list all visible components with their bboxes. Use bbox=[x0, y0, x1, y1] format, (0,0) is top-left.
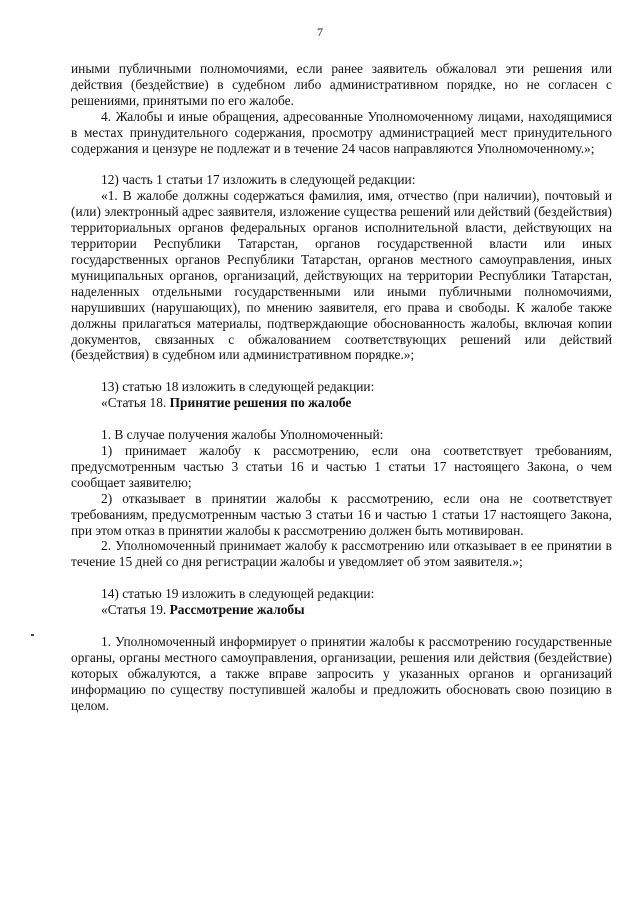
paragraph-gap bbox=[71, 618, 612, 634]
article-heading-title: Рассмотрение жалобы bbox=[169, 602, 305, 618]
document-body bbox=[71, 61, 612, 714]
page-number: 7 bbox=[317, 25, 323, 39]
paragraph: 4. Жалобы и иные обращения, адресованные Уполномоченному лицами, находящимися в местах принудительного содержания, просмотру администрацией мест принудительного содержания и цензуре не подлежат и в течение 24 часов направляются Уполномоченному.»; bbox=[71, 108, 612, 156]
article-heading bbox=[71, 602, 612, 618]
paragraph: 2) отказывает в принятии жалобы к рассмотрению, если она не соответствует требованиям, предусмотренным частью 3 статьи 16 и частью 1 статьи 17 настоящего Закона, при этом отказ в принятии жалобы к рассмотрению должен быть мотивирован. bbox=[71, 490, 612, 538]
article-heading bbox=[71, 395, 612, 411]
paragraph: 1. В случае получения жалобы Уполномоченный: bbox=[101, 427, 384, 443]
article-heading-title: Принятие решения по жалобе bbox=[169, 395, 352, 411]
article-heading-prefix: «Статья 18. bbox=[101, 395, 170, 411]
paragraph-gap bbox=[71, 411, 612, 427]
paragraph: 14) статью 19 изложить в следующей редакции: bbox=[101, 586, 375, 602]
paragraph: 1. Уполномоченный информирует о принятии жалобы к рассмотрению государственные органы, органы местного самоуправления, организации, решения или действия (бездействие) которых обжалуются, а также вправе запросить у указанных органов и организаций информацию по существу поступившей жалобы и предложить обосновать свою позицию в целом. bbox=[71, 634, 612, 713]
margin-mark bbox=[31, 634, 34, 636]
paragraph: 2. Уполномоченный принимает жалобу к рассмотрению или отказывает в ее принятии в течение 15 дней со дня регистрации жалобы и уведомляет об этом заявителя.»; bbox=[71, 538, 612, 570]
paragraph: «1. В жалобе должны содержаться фамилия, имя, отчество (при наличии), почтовый и (или) электронный адрес заявителя, изложение существа решений или действий (бездействия) территориальных органов федеральных органов исполнительной власти, действующих на территории Республики Татарстан, органов государственной власти или иных государственных органов Республики Татарстан, органов местного самоуправления, иных муниципальных органов, организаций, действующих на территории Республики Татарстан, наделенных отдельными государственными или иными публичными полномочиями, нарушивших (нарушающих), по мнению заявителя, его права и свободы. К жалобе также должны прилагаться материалы, подтверждающие обоснованность жалобы, включая копии документов, связанных с обжалованием соответствующих решений или действий (бездействия) в судебном или административном порядке.»; bbox=[71, 188, 612, 363]
paragraph-gap bbox=[71, 363, 612, 379]
paragraph: 13) статью 18 изложить в следующей редакции: bbox=[101, 379, 375, 395]
paragraph-gap bbox=[71, 570, 612, 586]
article-heading-prefix: «Статья 19. bbox=[101, 602, 170, 618]
paragraph: иными публичными полномочиями, если ранее заявитель обжаловал эти решения или действия (бездействие) в судебном либо административном порядке, но не согласен с решениями, принятыми по его жалобе. bbox=[71, 61, 612, 108]
paragraph: 1) принимает жалобу к рассмотрению, если она соответствует требованиям, предусмотренным частью 3 статьи 16 и частью 1 статьи 17 настоящего Закона, о чем сообщает заявителю; bbox=[71, 443, 612, 490]
paragraph-gap bbox=[71, 156, 612, 172]
paragraph: 12) часть 1 статьи 17 изложить в следующей редакции: bbox=[101, 172, 416, 188]
